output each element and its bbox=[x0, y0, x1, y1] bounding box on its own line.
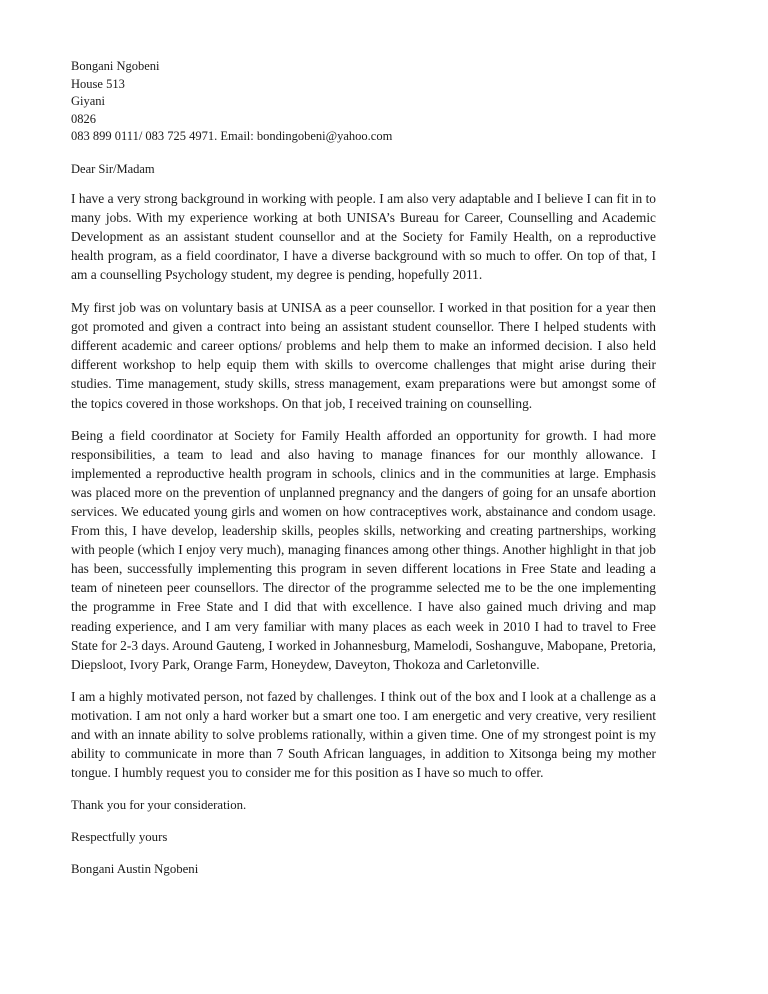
signoff: Respectfully yours bbox=[71, 830, 168, 845]
sender-name: Bongani Ngobeni bbox=[71, 59, 160, 73]
thanks-line: Thank you for your consideration. bbox=[71, 798, 247, 813]
sender-postal-code: 0826 bbox=[71, 111, 96, 126]
sender-house: House 513 bbox=[71, 76, 125, 91]
paragraph-field-coordinator: Being a field coordinator at Society for Family Health afforded an opportunity for growth. I had more responsibilities, a team to lead and also having to manage finances for our monthly allowance. I implemented a reproductive health program in schools, clinics and in the communities at large. Emphasis was placed more on the prevention of unplanned pregnancy and the dangers of going for an unsafe abortion services. We educated young girls and women on how contraceptives work, abstainance and condom usage. From this, I have develop, leadership skills, peoples skills, networking and creating partnerships, working with people (which I enjoy very much), managing finances among other things. Another highlight in that job has been, successfully implementing this program in seven different locations in Free State and leading a team of nineteen peer counsellors. The director of the programme selected me to be the one implementing the programme in Free State and I did that with excellence. I have also gained much driving and map reading experience, and I am very familiar with many places as each week in 2010 I had to travel to Free State for 2-3 days. Around Gauteng, I worked in Johannesburg, Mamelodi, Soshanguve, Mabopane, Pretoria, Diepsloot, Ivory Park, Orange Farm, Honeydew, Daveyton, Thokoza and Carletonville. bbox=[71, 427, 656, 672]
salutation: Dear Sir/Madam bbox=[71, 161, 155, 176]
sender-contact: 083 899 0111/ 083 725 4971. Email: bondingobeni@yahoo.com bbox=[71, 129, 393, 144]
paragraph-motivation: I am a highly motivated person, not fazed by challenges. I think out of the box and I look at a challenge as a motivation. I am not only a hard worker but a smart one too. I am energetic and very creative, very resilient and with an innate ability to solve problems rationally, within a given time. One of my strongest point is my ability to communicate in more than 7 South African languages, in addition to Xitsonga being my mother tongue. I humbly request you to consider me for this position as I have so much to offer. bbox=[71, 688, 656, 781]
sender-town: Giyani bbox=[71, 94, 106, 109]
sender-address-block bbox=[71, 58, 656, 146]
paragraph-background: I have a very strong background in working with people. I am also very adaptable and I believe I can fit in to many jobs. With my experience working at both UNISA’s Bureau for Career, Counselling and Academic Development as an assistant student counsellor and at the Society for Family Health, on a reproductive health program, as a field coordinator, I have a diverse background with so much to offer. On top of that, I am a counselling Psychology student, my degree is pending, hopefully 2011. bbox=[71, 190, 656, 282]
signature-name: Bongani Austin Ngobeni bbox=[71, 862, 199, 877]
cover-letter bbox=[71, 58, 656, 878]
paragraph-first-job: My first job was on voluntary basis at UNISA as a peer counsellor. I worked in that position for a year then got promoted and given a contract into being an assistant student counsellor. There I helped students with different academic and career options/ problems and help them to make an informed decision. I also held different workshop to help equip them with skills to overcome challenges that might arise during their studies. Time management, study skills, stress management, exam preparations were but amongst some of the topics covered in those workshops. On that job, I received training on counselling. bbox=[71, 300, 656, 411]
